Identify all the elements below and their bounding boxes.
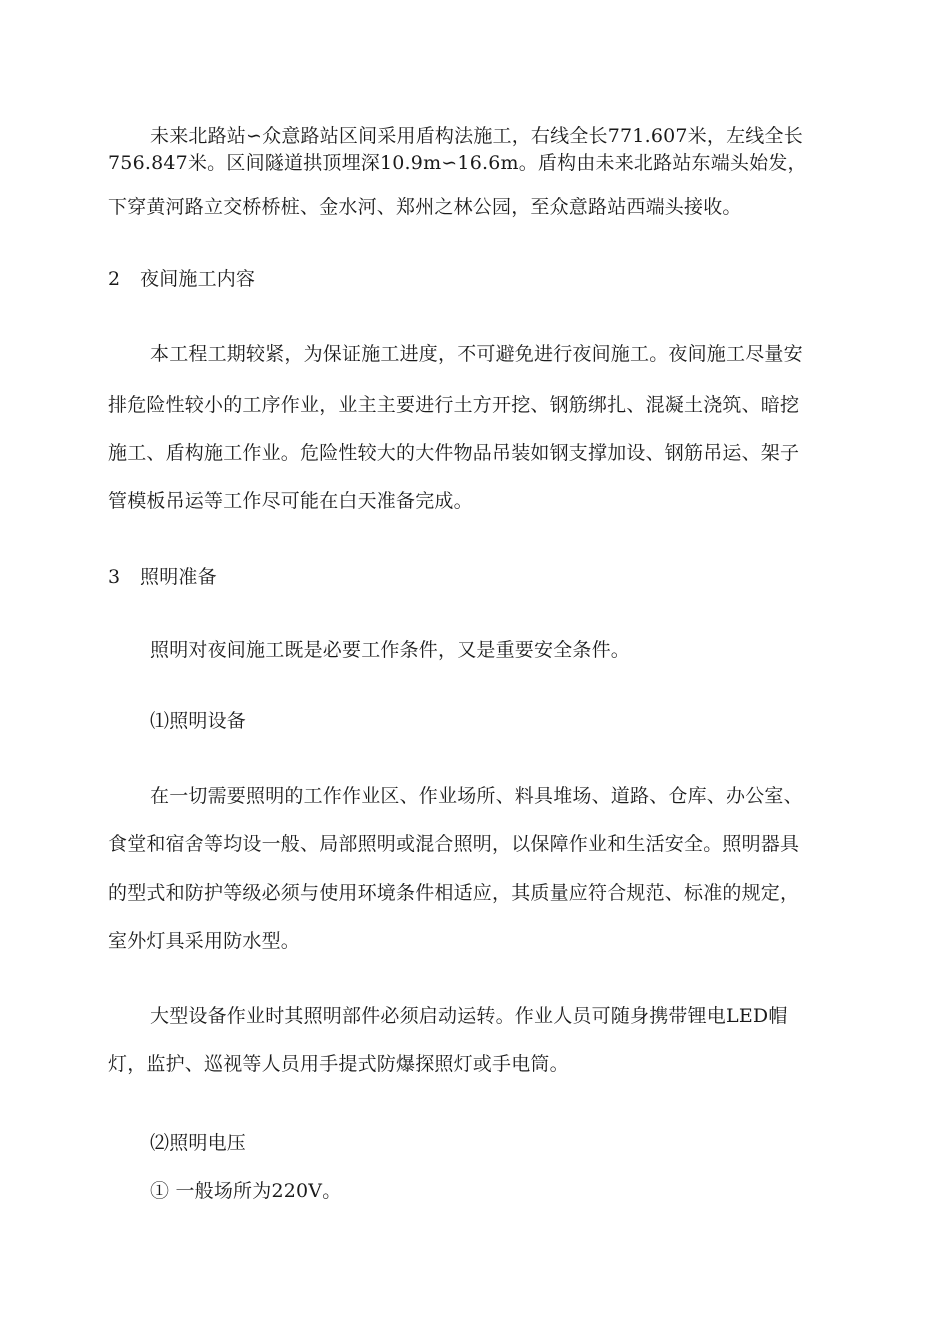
paragraph-1-line-1: 未来北路站∽众意路站区间采用盾构法施工，右线全长771.607米，左线全长 — [150, 125, 803, 147]
paragraph-2-line-4: 管模板吊运等工作尽可能在白天准备完成。 — [108, 490, 473, 512]
paragraph-4-line-2: 食堂和宿舍等均设一般、局部照明或混合照明，以保障作业和生活安全。照明器具 — [108, 833, 800, 855]
paragraph-4-line-3: 的型式和防护等级必须与使用环境条件相适应，其质量应符合规范、标准的规定， — [108, 882, 800, 904]
paragraph-1-line-2: 756.847米。区间隧道拱顶埋深10.9m∽16.6m。盾构由未来北路站东端头始发， — [108, 152, 807, 174]
paragraph-2-line-3: 施工、盾构施工作业。危险性较大的大件物品吊装如钢支撑加设、钢筋吊运、架子 — [108, 442, 800, 464]
section-2-title: 夜间施工内容 — [140, 268, 256, 290]
section-3-number: 3 — [108, 566, 121, 588]
section-3-title: 照明准备 — [140, 566, 217, 588]
paragraph-2-line-2: 排危险性较小的工序作业，业主主要进行土方开挖、钢筋绑扎、混凝土浇筑、暗挖 — [108, 394, 800, 416]
paragraph-4-line-1: 在一切需要照明的工作作业区、作业场所、料具堆场、道路、仓库、办公室、 — [150, 785, 803, 807]
paragraph-4-line-4: 室外灯具采用防水型。 — [108, 930, 301, 952]
subsection-2-heading: ⑵照明电压 — [150, 1132, 247, 1154]
list-item-1: ① 一般场所为220V。 — [150, 1180, 342, 1202]
section-2-heading — [108, 267, 255, 291]
section-2-number: 2 — [108, 268, 121, 290]
paragraph-5-line-1: 大型设备作业时其照明部件必须启动运转。作业人员可随身携带锂电LED帽 — [150, 1005, 788, 1027]
subsection-1-heading: ⑴照明设备 — [150, 710, 247, 732]
section-3-heading — [108, 565, 217, 589]
paragraph-5-line-2: 灯，监护、巡视等人员用手提式防爆探照灯或手电筒。 — [108, 1053, 569, 1075]
paragraph-2-line-1: 本工程工期较紧，为保证施工进度，不可避免进行夜间施工。夜间施工尽量安 — [150, 343, 803, 365]
paragraph-1-line-3: 下穿黄河路立交桥桥桩、金水河、郑州之林公园，至众意路站西端头接收。 — [108, 196, 742, 218]
paragraph-3-line-1: 照明对夜间施工既是必要工作条件，又是重要安全条件。 — [150, 639, 631, 661]
